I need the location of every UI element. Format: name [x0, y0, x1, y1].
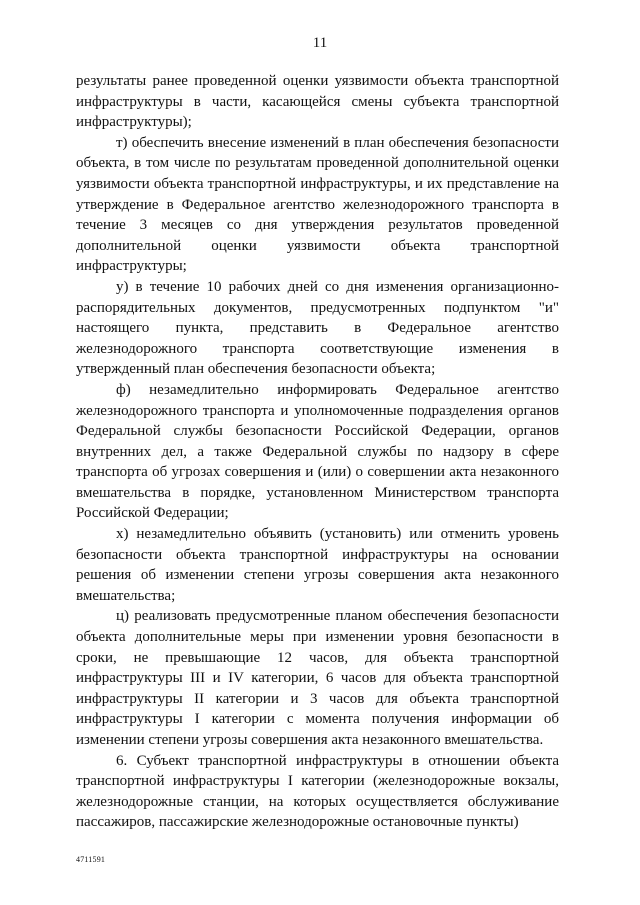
document-code: 4711591: [76, 855, 106, 864]
paragraph-section-6: 6. Субъект транспортной инфраструктуры в отношении объекта транспортной инфраструктуры I категории (железнодорожные вокзалы, железнодорожные станции, на которых осуществляется обслуживание пассажиров, пассажирские железнодорожные остановочные пункты): [76, 752, 559, 831]
paragraph-item-kh: х) незамедлительно объявить (установить) или отменить уровень безопасности объекта транспортной инфраструктуры на основании решения об изменении степени угрозы совершения акта незаконного вмешательства;: [76, 526, 559, 604]
paragraph-continuation: результаты ранее проведенной оценки уязвимости объекта транспортной инфраструктуры в части, касающейся смены субъекта транспортной инфраструктуры);: [76, 73, 559, 131]
paragraph-item-t: т) обеспечить внесение изменений в план обеспечения безопасности объекта, в том числе по результатам проведенной дополнительной оценки уязвимости объекта транспортной инфраструктуры, и их представление на утверждение в Федеральное агентство железнодорожного транспорта в течение 3 месяцев со дня утверждения результатов проведенной дополнительной оценки уязвимости объекта транспортной инфраструктуры;: [76, 134, 559, 275]
page-number: 11: [312, 35, 328, 51]
paragraph-item-u: у) в течение 10 рабочих дней со дня изменения организационно-распорядительных документов, предусмотренных подпунктом "и" настоящего пункта, представить в Федеральное агентство железнодорожного транспорта соответствующие изменения в утвержденный план обеспечения безопасности объекта;: [76, 278, 559, 378]
paragraph-item-f: ф) незамедлительно информировать Федеральное агентство железнодорожного транспорта и уполномоченные подразделения органов Федеральной службы безопасности Российской Федерации, органов внутренних дел, а также Федеральной службы по надзору в сфере транспорта об угрозах совершения и (или) о совершении акта незаконного вмешательства в порядке, установленном Министерством транспорта Российской Федерации;: [76, 381, 559, 522]
paragraph-item-ts: ц) реализовать предусмотренные планом обеспечения безопасности объекта дополнительные меры при изменении уровня безопасности в сроки, не превышающие 12 часов, для объекта транспортной инфраструктуры III и IV категории, 6 часов для объекта транспортной инфраструктуры II категории и 3 часов для объекта транспортной инфраструктуры I категории с момента получения информации об изменении степени угрозы совершения акта незаконного вмешательства.: [76, 608, 559, 748]
document-body: [76, 71, 559, 833]
